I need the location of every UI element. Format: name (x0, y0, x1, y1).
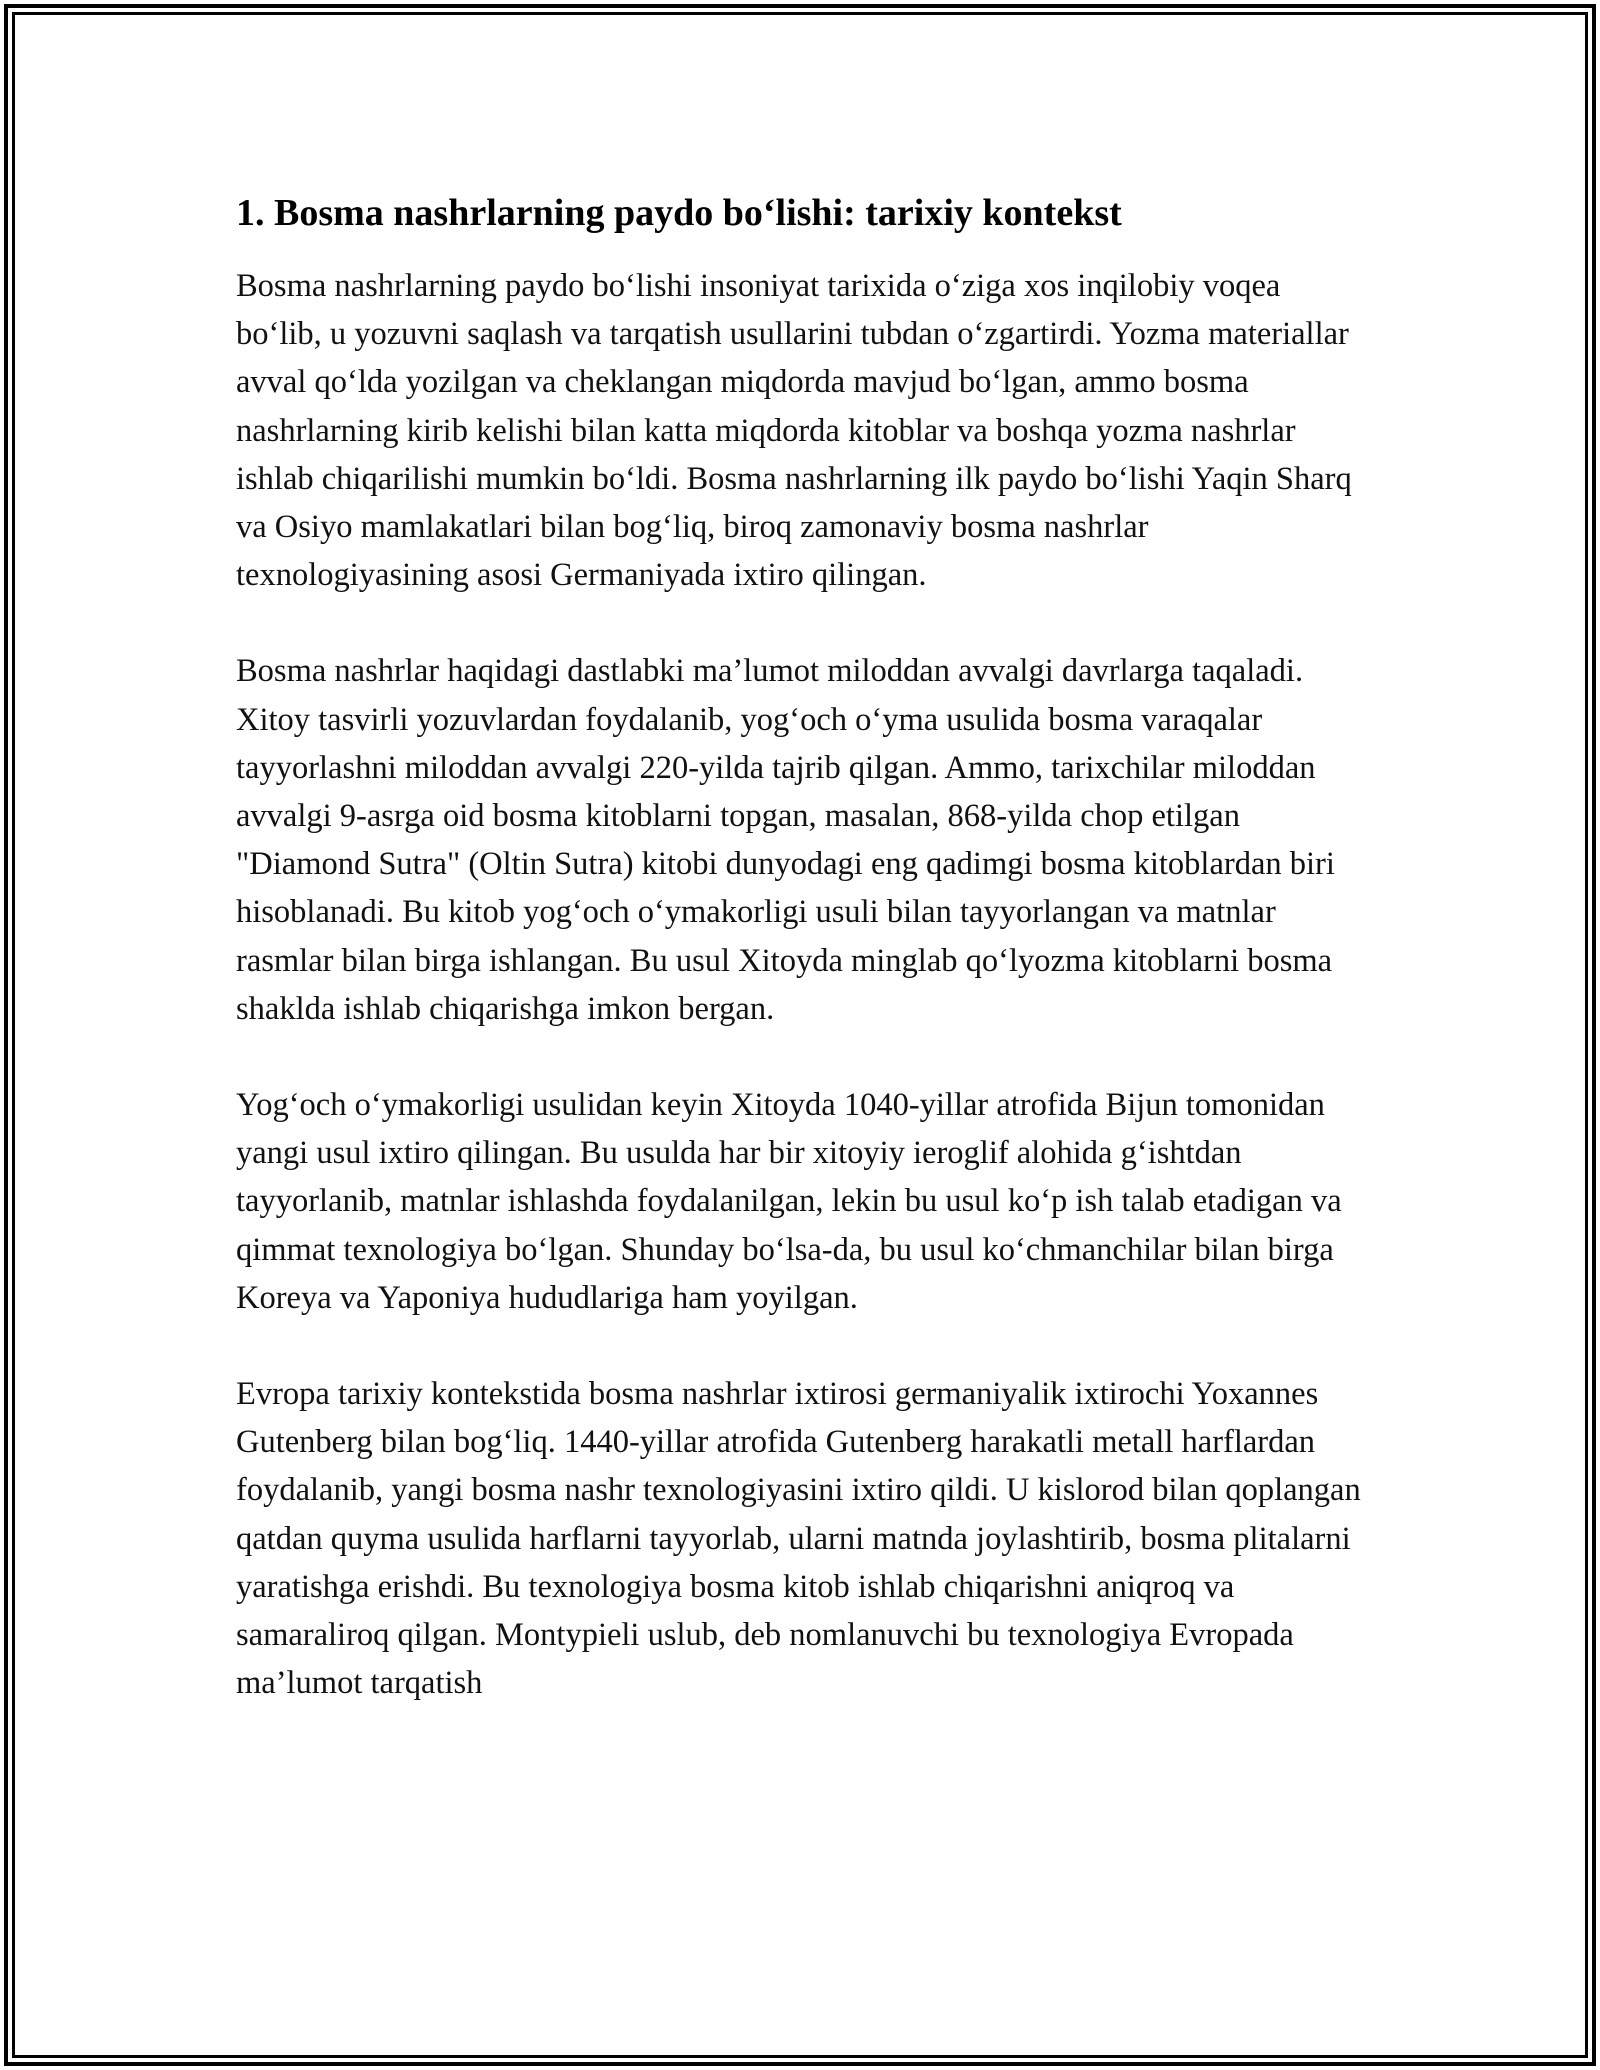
document-body (236, 186, 1364, 1707)
section-heading: 1. Bosma nashrlarning paydo bo‘lishi: tarixiy kontekst (236, 192, 1122, 234)
paragraph-3: Yog‘och o‘ymakorligi usulidan keyin Xitoyda 1040-yillar atrofida Bijun tomonidan yangi usul ixtiro qilingan. Bu usulda har bir xitoyiy ieroglif alohida g‘ishtdan tayyorlanib, matnlar ishlashda foydalanilgan, lekin bu usul ko‘p ish talab etadigan va qimmat texnologiya bo‘lgan. Shunday bo‘lsa-da, bu usul ko‘chmanchilar bilan birga Koreya va Yaponiya hududlariga ham yoyilgan. (236, 1087, 1342, 1316)
paragraph-4: Evropa tarixiy kontekstida bosma nashrlar ixtirosi germaniyalik ixtirochi Yoxannes Gutenberg bilan bog‘liq. 1440-yillar atrofida Gutenberg harakatli metall harflardan foydalanib, yangi bosma nashr texnologiyasini ixtiro qildi. U kislorod bilan qoplangan qatdan quyma usulida harflarni tayyorlab, ularni matnda joylashtirib, bosma plitalarni yaratishga erishdi. Bu texnologiya bosma kitob ishlab chiqarishni aniqroq va samaraliroq qilgan. Montypieli uslub, deb nomlanuvchi bu texnologiya Evropada ma’lumot tarqatish (236, 1376, 1361, 1702)
paragraph-2: Bosma nashrlar haqidagi dastlabki ma’lumot miloddan avvalgi davrlarga taqaladi. Xitoy tasvirli yozuvlardan foydalanib, yog‘och o‘yma usulida bosma varaqalar tayyorlashni miloddan avvalgi 220-yilda tajrib qilgan. Ammo, tarixchilar miloddan avvalgi 9-asrga oid bosma kitoblarni topgan, masalan, 868-yilda chop etilgan "Diamond Sutra" (Oltin Sutra) kitobi dunyodagi eng qadimgi bosma kitoblardan biri hisoblanadi. Bu kitob yog‘och o‘ymakorligi usuli bilan tayyorlangan va matnlar rasmlar bilan birga ishlangan. Bu usul Xitoyda minglab qo‘lyozma kitoblarni bosma shaklda ishlab chiqarishga imkon bergan. (236, 653, 1335, 1027)
paragraph-1: Bosma nashrlarning paydo bo‘lishi insoniyat tarixida o‘ziga xos inqilobiy voqea bo‘lib, u yozuvni saqlash va tarqatish usullarini tubdan o‘zgartirdi. Yozma materiallar avval qo‘lda yozilgan va cheklangan miqdorda mavjud bo‘lgan, ammo bosma nashrlarning kirib kelishi bilan katta miqdorda kitoblar va boshqa yozma nashrlar ishlab chiqarilishi mumkin bo‘ldi. Bosma nashrlarning ilk paydo bo‘lishi Yaqin Sharq va Osiyo mamlakatlari bilan bog‘liq, biroq zamonaviy bosma nashrlar texnologiyasining asosi Germaniyada ixtiro qilingan. (236, 268, 1352, 594)
